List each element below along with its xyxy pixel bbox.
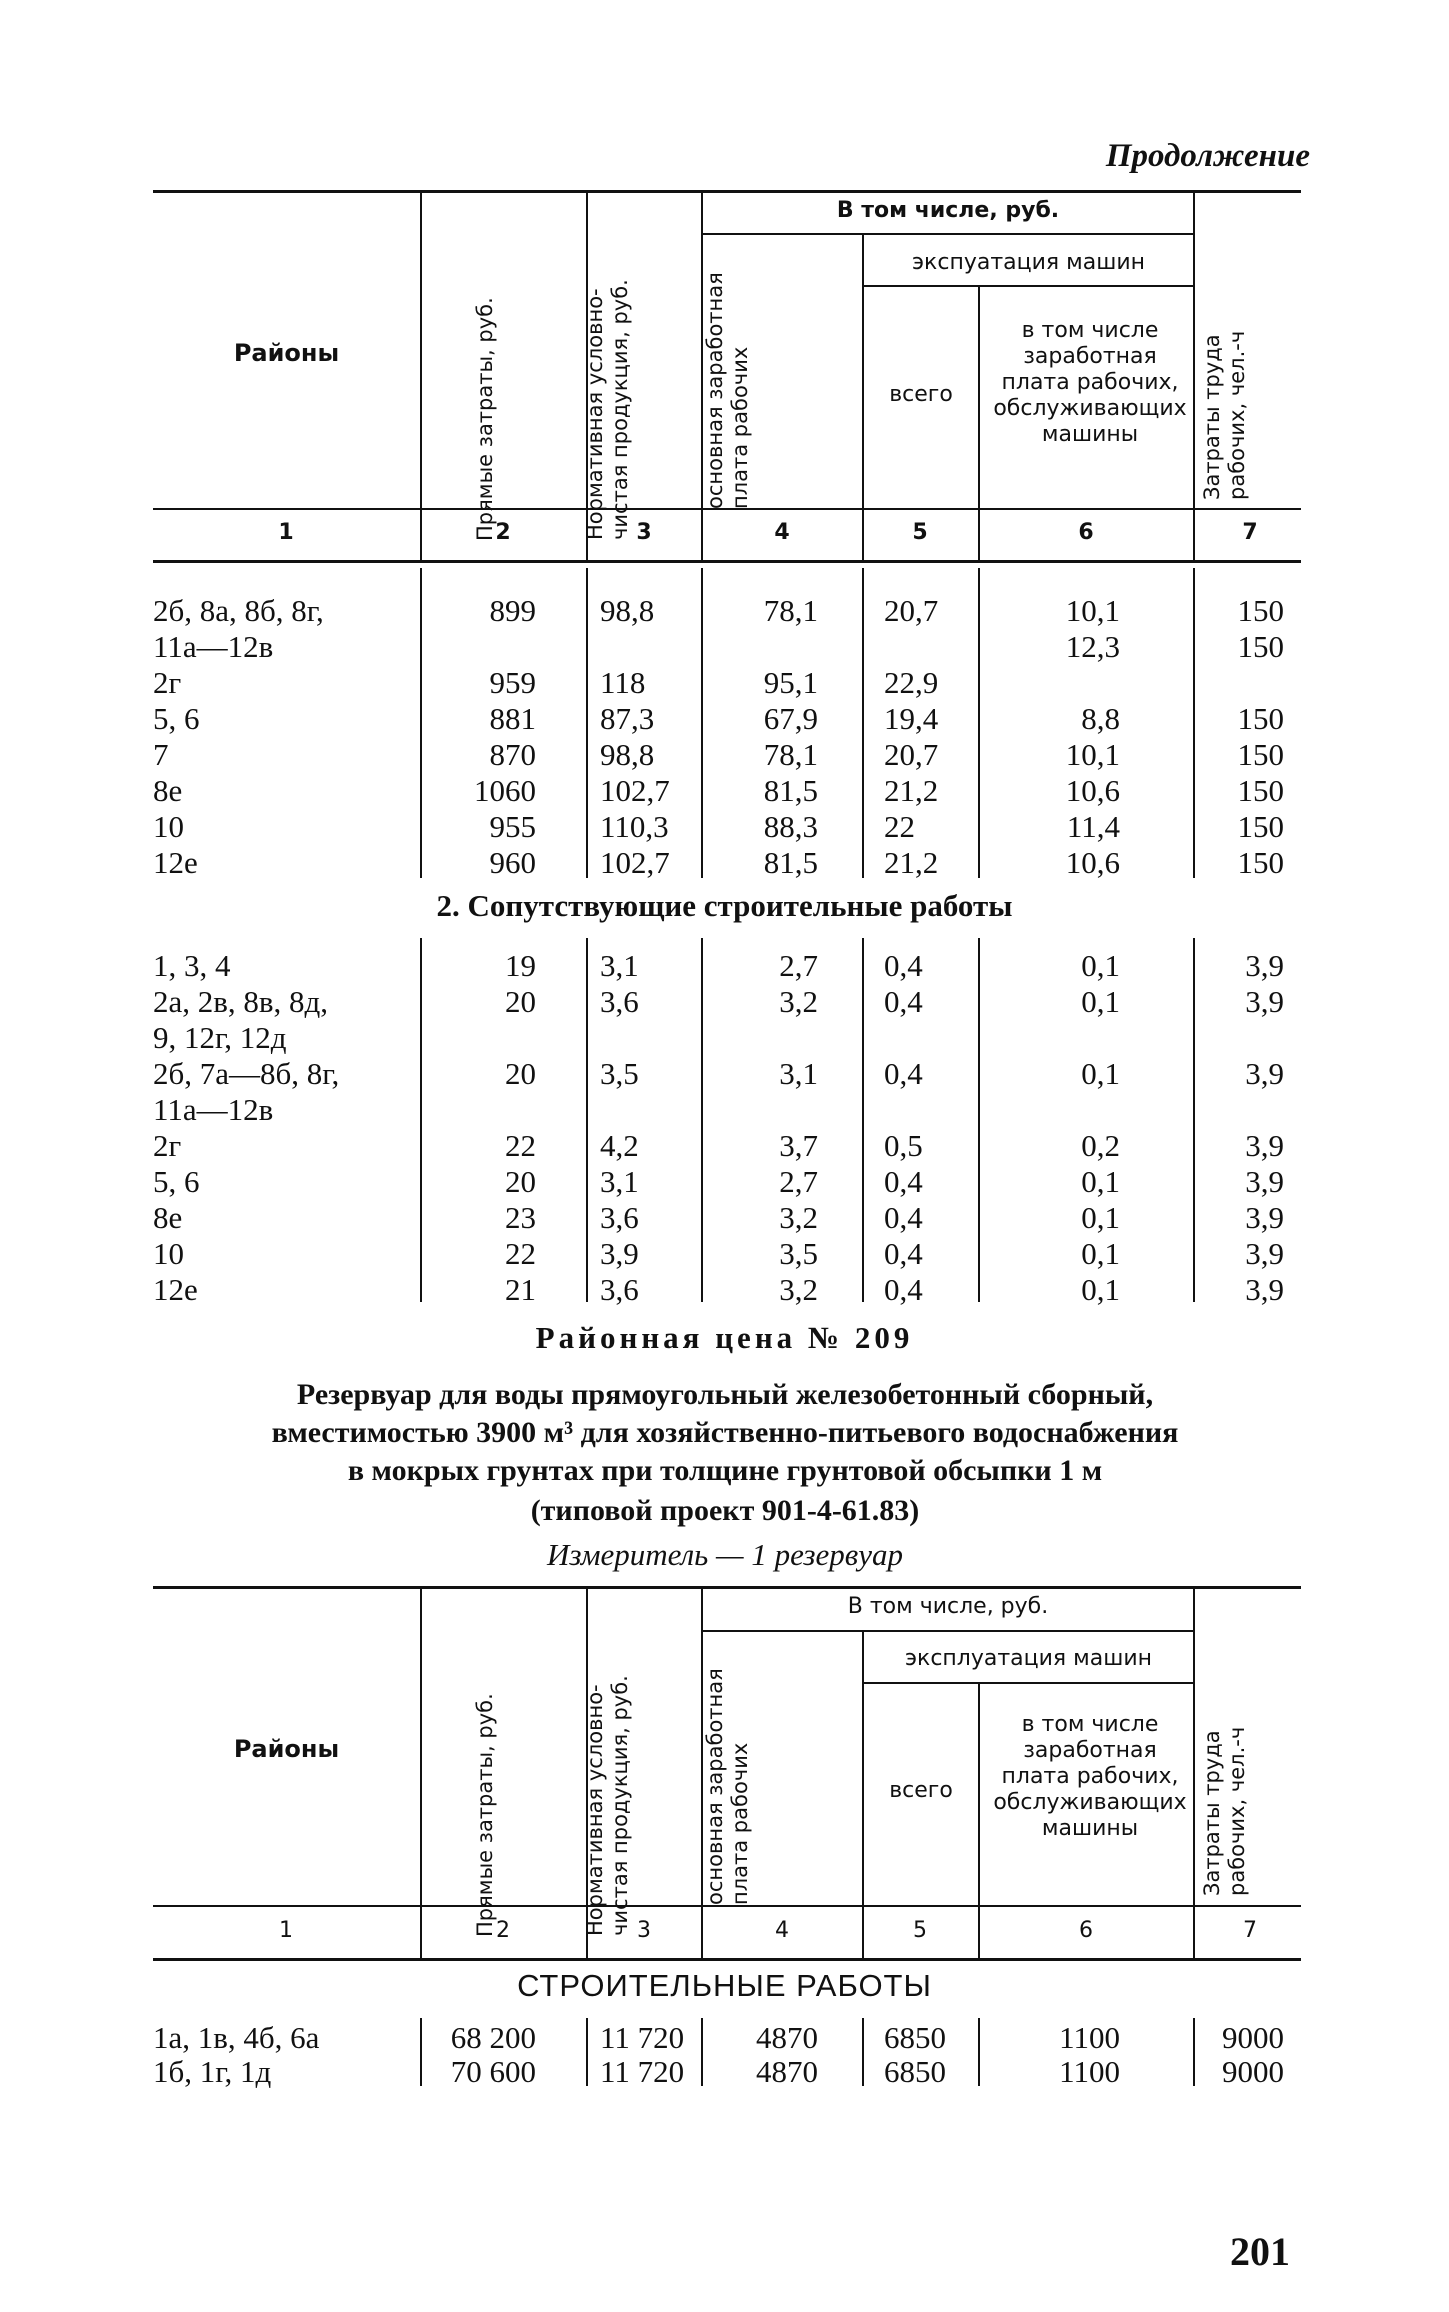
table-row <box>0 1200 1449 1236</box>
table1-vrule <box>420 190 422 561</box>
cell-normativnaya: 98,8 <box>600 593 655 628</box>
cell-pryamye: 870 <box>489 737 536 772</box>
cell-zatraty-truda: 9000 <box>1222 2020 1284 2055</box>
cell-zatraty-truda: 150 <box>1237 629 1284 664</box>
cell-pryamye: 22 <box>505 1236 536 1271</box>
cell-pryamye: 70 600 <box>450 2054 536 2089</box>
table-row <box>0 1164 1449 1200</box>
cell-rayon: 1а, 1в, 4б, 6а <box>153 2020 320 2055</box>
cell-zatraty-truda: 3,9 <box>1245 1200 1284 1235</box>
cell-osnovnaya: 78,1 <box>763 593 818 628</box>
cell-zp-mashin: 10,1 <box>1065 593 1120 628</box>
cell-zp-mashin: 1100 <box>1059 2054 1120 2089</box>
cell-vsego: 20,7 <box>884 593 939 628</box>
cell-osnovnaya: 81,5 <box>763 773 818 808</box>
table1-subhead-rule-2 <box>862 285 1193 287</box>
cell-pryamye: 881 <box>489 701 536 736</box>
cell-osnovnaya: 67,9 <box>763 701 818 736</box>
header-v-tom-chisle-zp: в том числе заработная плата рабочих, обслуживающих машины <box>993 1712 1187 1841</box>
colnum-7: 7 <box>1243 1918 1257 1943</box>
colnum-4: 4 <box>774 520 790 545</box>
table-row <box>0 1128 1449 1164</box>
header-v-tom-chisle: В том числе, руб. <box>847 1594 1049 1619</box>
table2-colnum-bottom-rule <box>153 1958 1301 1961</box>
cell-zatraty-truda: 9000 <box>1222 2054 1284 2089</box>
cell-zatraty-truda: 3,9 <box>1245 1164 1284 1199</box>
cell-zp-mashin: 0,1 <box>1081 1200 1120 1235</box>
cell-zp-mashin: 0,1 <box>1081 1056 1120 1091</box>
price-title-line: Резервуар для воды прямоугольный железобетонный сборный, <box>296 1378 1154 1411</box>
table2-header-bottom-rule <box>153 1905 1301 1907</box>
cell-osnovnaya: 3,1 <box>779 1056 818 1091</box>
header-vsego: всего <box>889 1778 953 1803</box>
colnum-3: 3 <box>636 520 652 545</box>
table1-vrule <box>1193 190 1195 561</box>
header-ekspluatatsiya: экспуатация машин <box>911 250 1146 275</box>
cell-normativnaya: 98,8 <box>600 737 655 772</box>
table-row <box>0 773 1449 809</box>
cell-zp-mashin: 10,1 <box>1065 737 1120 772</box>
colnum-3: 3 <box>637 1918 651 1943</box>
header-pryamye: Прямые затраты, руб. <box>473 297 497 541</box>
cell-vsego: 0,4 <box>884 948 923 983</box>
cell-osnovnaya: 3,5 <box>779 1236 818 1271</box>
cell-osnovnaya: 4870 <box>756 2054 818 2089</box>
cell-pryamye: 68 200 <box>450 2020 536 2055</box>
cell-rayon: 12е <box>153 845 198 880</box>
header-osnovnaya: основная заработная плата рабочих <box>703 1668 752 1905</box>
cell-zp-mashin: 0,1 <box>1081 1164 1120 1199</box>
header-pryamye: Прямые затраты, руб. <box>473 1693 497 1937</box>
table2-vrule <box>1193 1586 1195 1959</box>
table1-subhead-rule <box>703 233 1193 235</box>
table2-top-rule <box>153 1586 1301 1589</box>
cell-pryamye: 21 <box>505 1272 536 1307</box>
table1-vrule <box>978 287 980 561</box>
table-row <box>0 701 1449 737</box>
table-row <box>0 665 1449 701</box>
cell-rayon: 5, 6 <box>153 701 200 736</box>
table-row <box>0 593 1449 629</box>
cell-rayon: 10 <box>153 809 184 844</box>
cell-vsego: 0,4 <box>884 1164 923 1199</box>
colnum-2: 2 <box>495 520 511 545</box>
cell-pryamye: 22 <box>505 1128 536 1163</box>
cell-zp-mashin: 1100 <box>1059 2020 1120 2055</box>
cell-vsego: 0,4 <box>884 984 923 1019</box>
cell-zatraty-truda: 150 <box>1237 773 1284 808</box>
cell-rayon: 5, 6 <box>153 1164 200 1199</box>
price-measure: Измеритель — 1 резервуар <box>547 1537 903 1572</box>
header-v-tom-chisle-zp: в том числе заработная плата рабочих, обслуживающих машины <box>993 318 1187 447</box>
colnum-2: 2 <box>496 1918 510 1943</box>
cell-normativnaya: 3,9 <box>600 1236 639 1271</box>
cell-zatraty-truda: 3,9 <box>1245 1272 1284 1307</box>
cell-osnovnaya: 78,1 <box>763 737 818 772</box>
table-row <box>0 737 1449 773</box>
cell-osnovnaya: 3,2 <box>779 1200 818 1235</box>
table-row <box>0 629 1449 665</box>
cell-osnovnaya: 88,3 <box>763 809 818 844</box>
cell-pryamye: 19 <box>505 948 536 983</box>
table-row <box>0 1092 1449 1128</box>
cell-normativnaya: 3,6 <box>600 1200 639 1235</box>
cell-rayon: 7 <box>153 737 169 772</box>
cell-zatraty-truda: 3,9 <box>1245 948 1284 983</box>
cell-osnovnaya: 2,7 <box>779 1164 818 1199</box>
colnum-5: 5 <box>912 520 928 545</box>
cell-normativnaya: 110,3 <box>600 809 669 844</box>
table-row <box>0 1020 1449 1056</box>
cell-pryamye: 20 <box>505 1164 536 1199</box>
colnum-1: 1 <box>279 1918 293 1943</box>
cell-osnovnaya: 3,7 <box>779 1128 818 1163</box>
header-zatraty-truda: Затраты труда рабочих, чел.-ч <box>1200 330 1249 500</box>
cell-zatraty-truda: 150 <box>1237 701 1284 736</box>
cell-zp-mashin: 0,2 <box>1081 1128 1120 1163</box>
cell-pryamye: 23 <box>505 1200 536 1235</box>
table-row <box>0 2054 1449 2090</box>
table-row <box>0 984 1449 1020</box>
cell-rayon: 1, 3, 4 <box>153 948 231 983</box>
cell-rayon: 11а—12в <box>153 629 274 664</box>
price-title-line: вместимостью 3900 м³ для хозяйственно-питьевого водоснабжения <box>271 1416 1179 1449</box>
cell-vsego: 0,4 <box>884 1272 923 1307</box>
section-title: 2. Сопутствующие строительные работы <box>436 888 1013 923</box>
cell-vsego: 6850 <box>884 2020 946 2055</box>
cell-osnovnaya: 3,2 <box>779 984 818 1019</box>
cell-zatraty-truda: 150 <box>1237 809 1284 844</box>
table-row <box>0 845 1449 881</box>
header-normativnaya: Нормативная условно-чистая продукция, руб. <box>583 279 632 540</box>
cell-normativnaya: 11 720 <box>600 2020 685 2055</box>
header-osnovnaya: основная заработная плата рабочих <box>703 272 752 509</box>
cell-zp-mashin: 0,1 <box>1081 1236 1120 1271</box>
cell-zatraty-truda: 150 <box>1237 593 1284 628</box>
cell-rayon: 8е <box>153 773 183 808</box>
table-row <box>0 1236 1449 1272</box>
table2-vrule <box>978 1684 980 1959</box>
table-row <box>0 1056 1449 1092</box>
cell-normativnaya: 3,5 <box>600 1056 639 1091</box>
cell-zp-mashin: 0,1 <box>1081 1272 1120 1307</box>
cell-vsego: 21,2 <box>884 845 939 880</box>
price-title-line: (типовой проект 901-4-61.83) <box>530 1494 920 1527</box>
cell-normativnaya: 11 720 <box>600 2054 685 2089</box>
table2-subhead-rule <box>703 1630 1193 1632</box>
cell-osnovnaya: 4870 <box>756 2020 818 2055</box>
price-heading: Районная цена № 209 <box>535 1320 914 1355</box>
cell-rayon: 2г <box>153 665 182 700</box>
cell-zatraty-truda: 3,9 <box>1245 1236 1284 1271</box>
table-row <box>0 809 1449 845</box>
table-row <box>0 2020 1449 2056</box>
cell-pryamye: 955 <box>489 809 536 844</box>
cell-osnovnaya: 81,5 <box>763 845 818 880</box>
colnum-6: 6 <box>1078 520 1094 545</box>
table-row <box>0 948 1449 984</box>
cell-rayon: 2а, 2в, 8в, 8д, <box>153 984 329 1019</box>
cell-normativnaya: 102,7 <box>600 773 670 808</box>
colnum-6: 6 <box>1079 1918 1093 1943</box>
cell-vsego: 0,4 <box>884 1056 923 1091</box>
cell-osnovnaya: 95,1 <box>763 665 818 700</box>
cell-zp-mashin: 12,3 <box>1065 629 1120 664</box>
header-ekspluatatsiya: эксплуатация машин <box>904 1646 1153 1671</box>
cell-pryamye: 960 <box>489 845 536 880</box>
cell-rayon: 8е <box>153 1200 183 1235</box>
header-rayony: Районы <box>233 339 340 367</box>
cell-rayon: 9, 12г, 12д <box>153 1020 287 1055</box>
cell-zp-mashin: 8,8 <box>1081 701 1120 736</box>
cell-zatraty-truda: 150 <box>1237 737 1284 772</box>
header-normativnaya: Нормативная условно-чистая продукция, руб. <box>583 1675 632 1936</box>
cell-pryamye: 959 <box>489 665 536 700</box>
cell-normativnaya: 4,2 <box>600 1128 639 1163</box>
cell-normativnaya: 3,1 <box>600 948 639 983</box>
cell-pryamye: 20 <box>505 984 536 1019</box>
cell-zatraty-truda: 3,9 <box>1245 1128 1284 1163</box>
section-title: СТРОИТЕЛЬНЫЕ РАБОТЫ <box>517 1968 932 2003</box>
cell-rayon: 1б, 1г, 1д <box>153 2054 272 2089</box>
header-zatraty-truda: Затраты труда рабочих, чел.-ч <box>1200 1726 1249 1896</box>
cell-rayon: 2б, 7а—8б, 8г, <box>153 1056 340 1091</box>
cell-pryamye: 20 <box>505 1056 536 1091</box>
header-rayony: Районы <box>233 1735 340 1763</box>
cell-rayon: 2б, 8а, 8б, 8г, <box>153 593 324 628</box>
cell-zatraty-truda: 150 <box>1237 845 1284 880</box>
continuation-label: Продолжение <box>1105 138 1310 174</box>
cell-zp-mashin: 10,6 <box>1065 773 1120 808</box>
table-row <box>0 1272 1449 1308</box>
header-v-tom-chisle: В том числе, руб. <box>836 198 1060 223</box>
cell-vsego: 21,2 <box>884 773 939 808</box>
cell-vsego: 6850 <box>884 2054 946 2089</box>
colnum-4: 4 <box>775 1918 789 1943</box>
cell-osnovnaya: 2,7 <box>779 948 818 983</box>
cell-vsego: 0,4 <box>884 1236 923 1271</box>
page-number: 201 <box>1230 2229 1290 2274</box>
cell-vsego: 0,4 <box>884 1200 923 1235</box>
cell-vsego: 20,7 <box>884 737 939 772</box>
cell-zp-mashin: 0,1 <box>1081 948 1120 983</box>
cell-normativnaya: 118 <box>600 665 646 700</box>
colnum-1: 1 <box>278 520 294 545</box>
cell-normativnaya: 3,6 <box>600 984 639 1019</box>
cell-rayon: 11а—12в <box>153 1092 274 1127</box>
cell-normativnaya: 87,3 <box>600 701 655 736</box>
cell-zp-mashin: 11,4 <box>1066 809 1120 844</box>
cell-normativnaya: 3,1 <box>600 1164 639 1199</box>
cell-normativnaya: 3,6 <box>600 1272 639 1307</box>
cell-zatraty-truda: 3,9 <box>1245 984 1284 1019</box>
cell-vsego: 0,5 <box>884 1128 923 1163</box>
table2-vrule <box>420 1586 422 1959</box>
cell-rayon: 10 <box>153 1236 184 1271</box>
cell-rayon: 12е <box>153 1272 198 1307</box>
colnum-5: 5 <box>913 1918 927 1943</box>
cell-normativnaya: 102,7 <box>600 845 670 880</box>
cell-pryamye: 899 <box>489 593 536 628</box>
colnum-7: 7 <box>1242 520 1258 545</box>
cell-vsego: 22 <box>884 809 915 844</box>
cell-osnovnaya: 3,2 <box>779 1272 818 1307</box>
cell-zatraty-truda: 3,9 <box>1245 1056 1284 1091</box>
cell-pryamye: 1060 <box>474 773 536 808</box>
table2-subhead-rule-2 <box>862 1682 1193 1684</box>
cell-rayon: 2г <box>153 1128 182 1163</box>
table1-top-rule <box>153 190 1301 193</box>
price-title-line: в мокрых грунтах при толщине грунтовой обсыпки 1 м <box>347 1454 1103 1487</box>
cell-zp-mashin: 0,1 <box>1081 984 1120 1019</box>
header-vsego: всего <box>889 382 953 407</box>
table1-colnum-bottom-rule <box>153 560 1301 563</box>
cell-zp-mashin: 10,6 <box>1065 845 1120 880</box>
cell-vsego: 19,4 <box>884 701 939 736</box>
cell-vsego: 22,9 <box>884 665 939 700</box>
